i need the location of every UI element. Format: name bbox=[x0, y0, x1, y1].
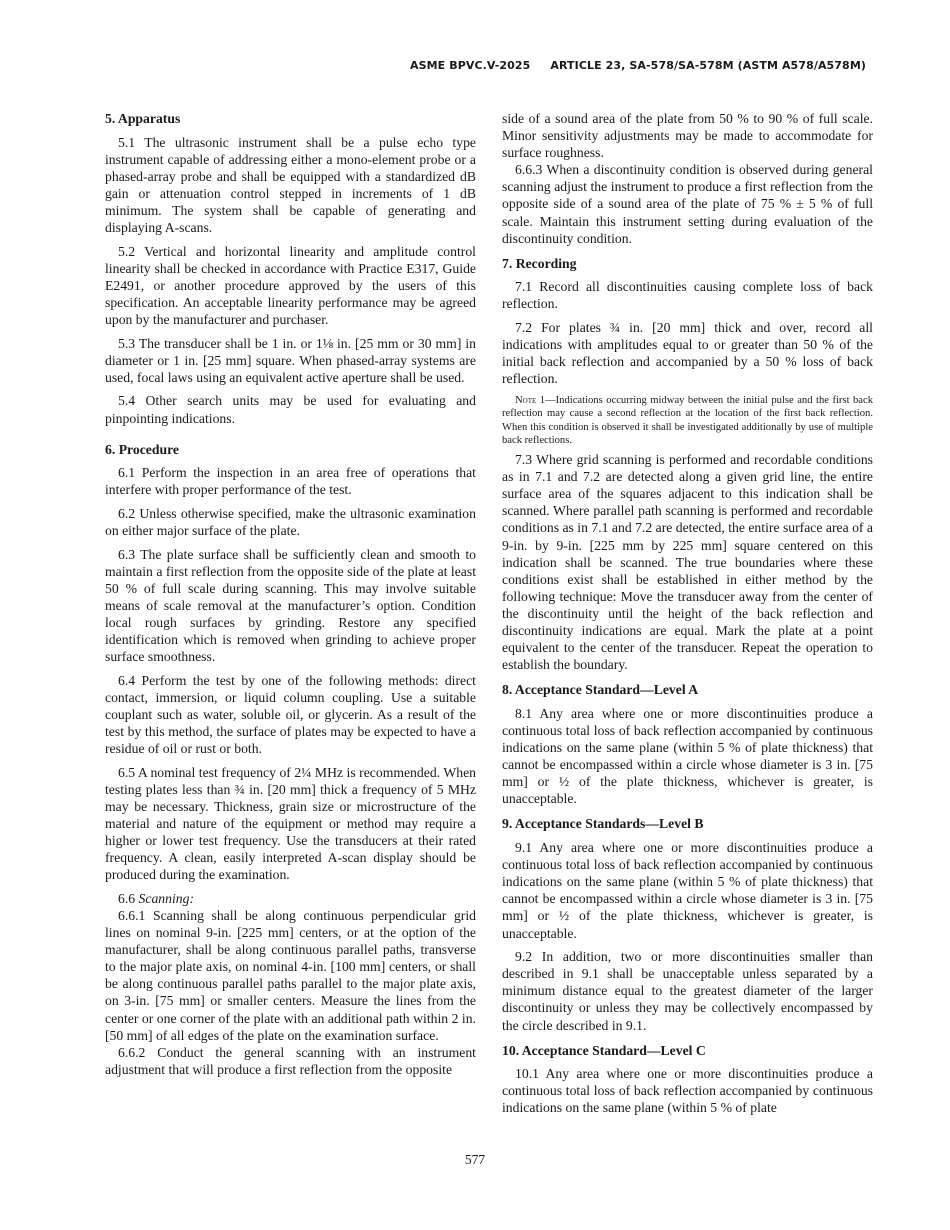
paragraph-6-6-1: 6.6.1 Scanning shall be along continuous perpendicular grid lines on nominal 9-in. [225 mm] centers, or at the option of the manufacturer, shall be along continuous parallel paths, transverse to the major plate axis, on nominal 4-in. [100 mm] centers, or shall be along continuous parallel paths parallel to the major plate axis, on 3-in. [75 mm] or smaller centers. Measure the lines from the center or one corner of the plate with an additional path within 2 in. [50 mm] of all edges of the plate on the examination surface. bbox=[105, 907, 476, 1043]
section-7-heading: 7. Recording bbox=[502, 255, 577, 271]
paragraph-6-6-number: 6.6 bbox=[118, 890, 136, 906]
page-number: 577 bbox=[464, 1152, 486, 1167]
paragraph-9-2: 9.2 In addition, two or more discontinuities smaller than described in 9.1 shall be unacceptable unless separated by a minimum distance equal to the greatest diameter of the larger discontinuity or unless they may be collectively encompassed by the circle described in 9.1. bbox=[502, 949, 873, 1033]
paragraph-10-1: 10.1 Any area where one or more discontinuities produce a continuous total loss of back reflection accompanied by continuous indications on the same plane (within 5 % of plate bbox=[502, 1066, 873, 1116]
header-article: ARTICLE 23, SA-578/SA-578M (ASTM A578/A578M) bbox=[550, 59, 866, 72]
paragraph-6-4: 6.4 Perform the test by one of the following methods: direct contact, immersion, or liquid column coupling. Use a suitable couplant such as water, soluble oil, or glycerin. As a result of the test by this method, the surface of plates may be expected to have a residue of oil or rust or both. bbox=[105, 672, 476, 757]
section-6-heading: 6. Procedure bbox=[105, 441, 179, 457]
running-header bbox=[394, 59, 866, 72]
paragraph-7-1: 7.1 Record all discontinuities causing complete loss of back reflection. bbox=[502, 279, 873, 312]
paragraph-5-2: 5.2 Vertical and horizontal linearity and amplitude control linearity shall be checked in accordance with Practice E317, Guide E2491, or another procedure approved by the users of this specification. An acceptable linearity performance may be agreed upon by the manufacturer and purchaser. bbox=[105, 243, 476, 328]
right-column bbox=[502, 110, 873, 1123]
paragraph-5-1: 5.1 The ultrasonic instrument shall be a pulse echo type instrument capable of addressing either a mono-element probe or a phased-array probe and shall be equipped with a standardized dB gain or attenuation control stepped in increments of 1 dB minimum. The system shall be capable of generating and displaying A-scans. bbox=[105, 134, 476, 236]
paragraph-9-1: 9.1 Any area where one or more discontinuities produce a continuous total loss of back reflection accompanied by continuous indications on the same plane (within 5 % of plate thickness) that cannot be encompassed within a circle whose diameter is 3 in. [75 mm] or ½ of the plate thickness, whichever is greater, is unacceptable. bbox=[502, 840, 873, 941]
paragraph-6-2: 6.2 Unless otherwise specified, make the ultrasonic examination on either major surface of the plate. bbox=[105, 505, 476, 538]
section-8-heading: 8. Acceptance Standard—Level A bbox=[502, 682, 699, 698]
note-1-text: —Indications occurring midway between the initial pulse and the first back reflection may cause a second reflection at the location of the first back reflection. When this condition is observed it shall be investigated additionally by use of multiple back reflections. bbox=[502, 394, 874, 446]
note-1 bbox=[502, 394, 873, 447]
paragraph-5-3: 5.3 The transducer shall be 1 in. or 1⅛ in. [25 mm or 30 mm] in diameter or 1 in. [25 mm] square. When phased-array systems are used, focal laws using an equivalent active aperture shall be used. bbox=[105, 335, 476, 385]
left-column bbox=[105, 110, 476, 1078]
paragraph-6-6-label: Scanning: bbox=[138, 890, 195, 906]
paragraph-6-6 bbox=[105, 890, 476, 907]
section-10-heading: 10. Acceptance Standard—Level C bbox=[502, 1042, 706, 1058]
paragraph-6-3: 6.3 The plate surface shall be sufficiently clean and smooth to maintain a first reflection from the opposite side of the plate at least 50 % of full scale during scanning. This may involve suitable means of scale removal at the manufacturer’s option. Condition local rough surfaces by grinding. Restore any specified identification which is removed when grinding to achieve proper surface smoothness. bbox=[105, 546, 476, 665]
paragraph-6-6-2: 6.6.2 Conduct the general scanning with an instrument adjustment that will produce a first reflection from the opposite bbox=[105, 1044, 476, 1077]
paragraph-5-4: 5.4 Other search units may be used for evaluating and pinpointing indications. bbox=[105, 393, 476, 426]
paragraph-6-5: 6.5 A nominal test frequency of 2¼ MHz is recommended. When testing plates less than ¾ in. [20 mm] thick a frequency of 5 MHz may be necessary. Thickness, grain size or microstructure of the material and nature of the equipment or method may require a higher or lower test frequency. Use the transducers at their rated frequency. A clean, easily interpreted A-scan display should be produced during the examination. bbox=[105, 764, 476, 883]
paragraph-6-1: 6.1 Perform the inspection in an area free of operations that interfere with proper performance of the test. bbox=[105, 465, 476, 498]
paragraph-6-6-2-continued: side of a sound area of the plate from 50 % to 90 % of full scale. Minor sensitivity adjustments may be made to accommodate for surface roughness. bbox=[502, 111, 873, 161]
header-code: ASME BPVC.V-2025 bbox=[409, 59, 531, 72]
note-1-label: Note 1 bbox=[515, 394, 546, 406]
section-5-heading: 5. Apparatus bbox=[105, 111, 181, 126]
paragraph-8-1: 8.1 Any area where one or more discontinuities produce a continuous total loss of back reflection accompanied by continuous indications on the same plane (within 5 % of plate thickness) that cannot be encompassed within a circle whose diameter is 3 in. [75 mm] or ½ of the plate thickness, whichever is greater, is unacceptable. bbox=[502, 705, 873, 807]
paragraph-7-3: 7.3 Where grid scanning is performed and recordable conditions as in 7.1 and 7.2 are detected along a given grid line, the entire surface area of the squares adjacent to this indication shall be scanned. Where parallel path scanning is performed and recordable conditions as in 7.1 and 7.2 are detected, the entire surface area of a 9-in. by 9-in. [225 mm by 225 mm] square centered on this indication shall be scanned. The true boundaries where these conditions exist shall be established in either method by the following technique: Move the transducer away from the center of the discontinuity until the height of the back reflection and discontinuity indications are equal. Mark the plate at a point equivalent to the center of the transducer. Repeat the operation to establish the boundary. bbox=[502, 452, 873, 673]
section-9-heading: 9. Acceptance Standards—Level B bbox=[502, 816, 704, 832]
paragraph-7-2: 7.2 For plates ¾ in. [20 mm] thick and over, record all indications with amplitudes equal to or greater than 50 % of the initial back reflection and accompanied by a 50 % loss of back reflection. bbox=[502, 320, 873, 387]
paragraph-6-6-3: 6.6.3 When a discontinuity condition is observed during general scanning adjust the instrument to produce a first reflection from the opposite side of a sound area of the plate of 75 % ± 5 % of full scale. Maintain this instrument setting during evaluation of the discontinuity condition. bbox=[502, 162, 873, 246]
